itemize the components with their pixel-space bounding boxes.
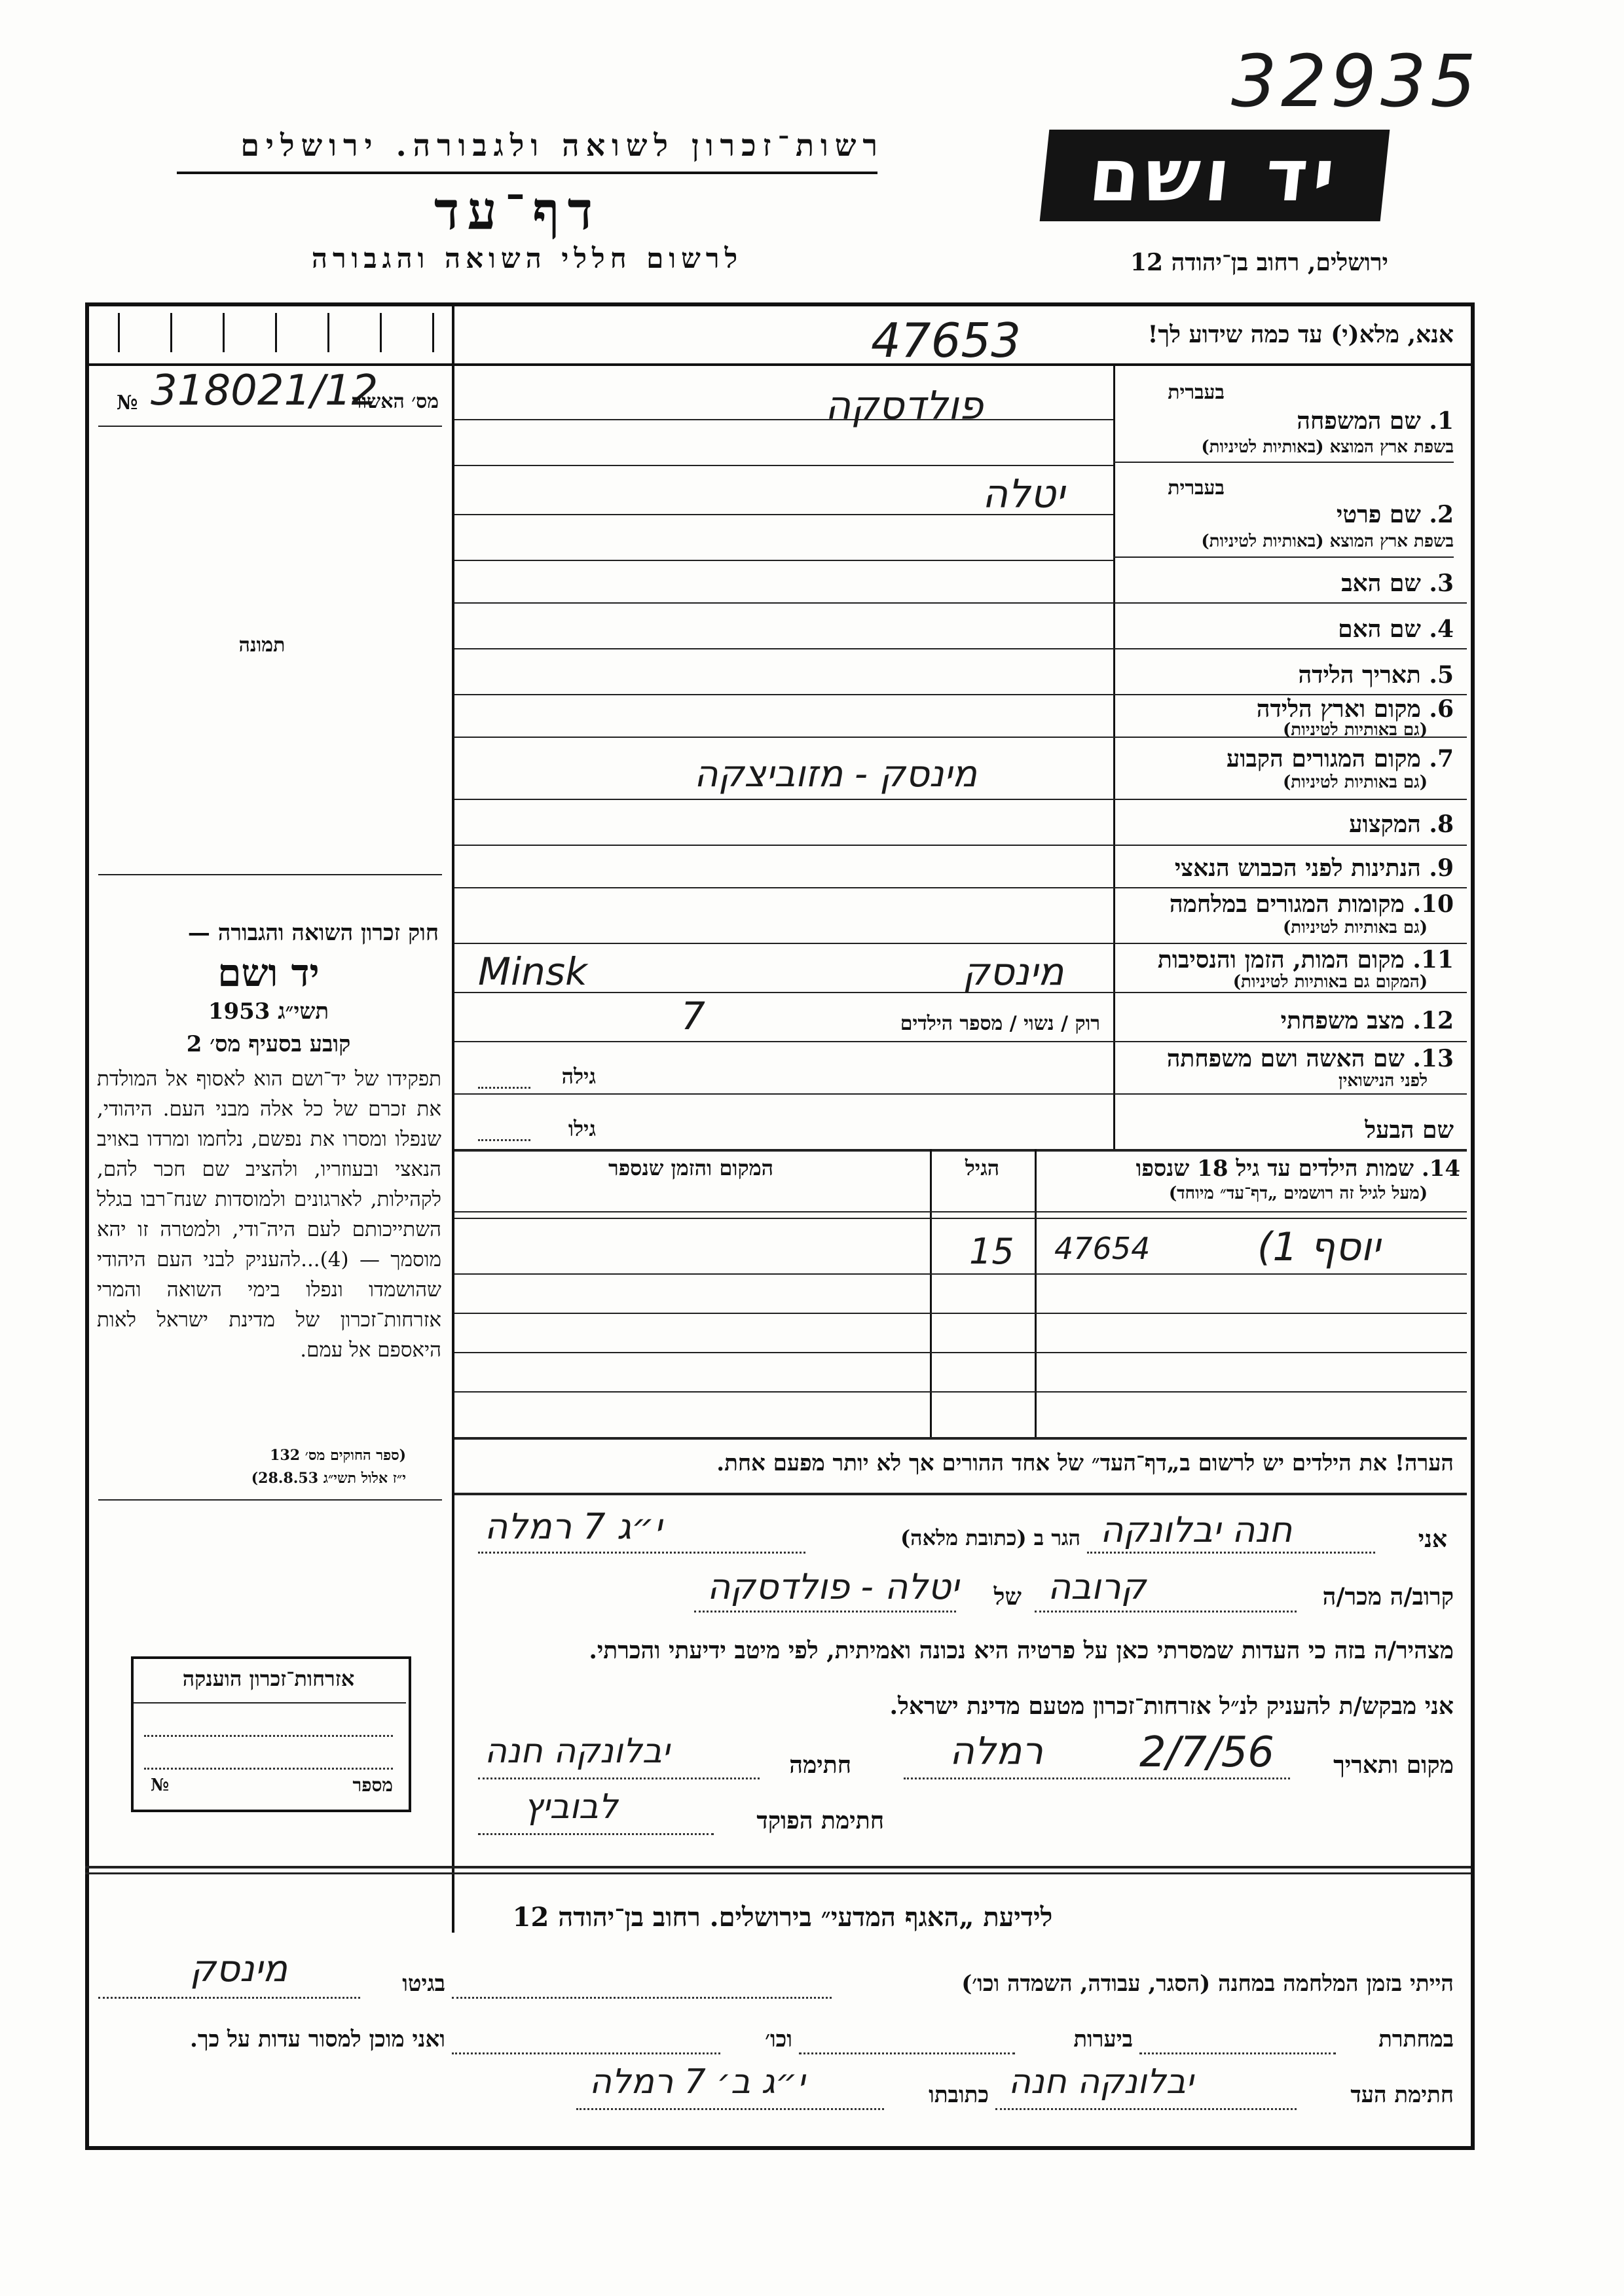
field-nationality: 9. הנתינות לפני הכבוש הנאצי — [1174, 854, 1454, 882]
officer-signature-hw: לבוביץ — [524, 1787, 618, 1827]
law-text: תפקידו של יד־ושם הוא לאסוף אל המולדת את זכרם של כל אלה מבני העם. היהודי, שנפלו ומסרו את נפשם, נלחמו ומרדו באויב הנאצי ובעוזריו, ולהציב שם חכר להם, לקהילות, לארגונים ולמוסדות שנח־רבו בגלל השתייכותם לעם היה־ודי, ולמטרה זו יהא מוסמך — (4)...להעניק לבני העם היהודי שהושמדו ונפלו בימי השואה והמרי אזרחות־זכרון של מדינת ישראל לאות היאספם אל עמם. — [97, 1067, 441, 1362]
authority-underline — [177, 172, 877, 174]
declarant-label: אני — [1418, 1525, 1447, 1553]
declarant-name-hw: חנה יבלונקה — [1100, 1509, 1293, 1550]
children-heading: 14. שמות הילדים עד גיל 18 שנספו — [1135, 1156, 1460, 1182]
hebrew-label-2: בעברית — [1168, 477, 1225, 500]
witness-address-hw: י״ג ב׳ 7 רמלה — [589, 2062, 805, 2102]
field-death-place: 11. מקום המות, הזמן והנסיבות — [1157, 946, 1454, 974]
form-title: דף־עד — [434, 180, 601, 242]
registry-no-sign: № — [117, 392, 138, 414]
ghetto-label: בגיטו — [402, 1971, 445, 1997]
citizenship-number-label: מספר — [352, 1774, 393, 1796]
law-title: חוק זכרון השואה והגבורה — — [187, 920, 439, 946]
hebrew-label-1: בעברית — [1168, 381, 1225, 404]
field-mother-name: 4. שם האם — [1338, 615, 1454, 643]
intro-hw-number: 47653 — [871, 313, 1022, 368]
wife-age-label: גילה — [561, 1064, 596, 1089]
form-purpose: לרשום חללי השואה והגבורה — [311, 242, 743, 274]
logo-text: יד ושם — [1085, 134, 1344, 217]
child-1-number-hw: 47654 — [1054, 1231, 1151, 1266]
field-wife-name: 13. שם האשה ושם משפחתה — [1166, 1045, 1454, 1072]
witness-signature-label: חתימת העד — [1350, 2082, 1454, 2108]
law-source-1: (ספר החוקים מס׳ 132 — [270, 1447, 406, 1464]
latin-also-6: (גם באותיות לטיניות) — [1282, 720, 1428, 740]
child-1-name-hw: (1 יוסף — [1257, 1224, 1380, 1270]
field-residence: 7. מקום המגורים הקבוע — [1226, 745, 1454, 773]
husband-name-label: שם הבעל — [1365, 1116, 1454, 1144]
marital-options: רוק / נשוי / מספר הילדים — [900, 1012, 1100, 1035]
latin-hint-1: בשפת ארץ המוצא (באותיות לטיניות) — [1201, 437, 1454, 457]
address-header: ירושלים, רחוב בן־יהודה 12 — [1130, 249, 1388, 276]
husband-age-label: גילו — [568, 1116, 596, 1141]
place-hw: רמלה — [950, 1728, 1043, 1773]
death-place-hw-latin: Minsk — [478, 949, 587, 994]
footer-title: לידיעת „האגף המדעי״ בירושלים. רחוב בן־יהודה 12 — [512, 1902, 1053, 1933]
declaration-statement: מצהיר/ה בזה כי העדות שמסרתי כאן על פרטיה היא נכונה ואמיתית, לפי מיטב ידיעתי והכרתי. — [589, 1637, 1454, 1664]
relation-label: קרוב/ה מכר/ה — [1322, 1583, 1454, 1611]
family-name-hw: פולדסקה — [825, 383, 984, 429]
residence-hw: מינסק - מזוביצקה — [694, 753, 977, 795]
testimony-willing: ואני מוכן למסור עדות על כך. — [190, 2026, 445, 2052]
law-year: תשי״ג 1953 — [208, 998, 329, 1025]
registry-hw-number: 318021/12 — [151, 367, 378, 415]
etc-label: וכו׳ — [765, 2026, 792, 2052]
first-name-hw: יטלה — [982, 471, 1065, 517]
field-birth-date: 5. תאריך הלידה — [1298, 661, 1454, 689]
note-text: הערה! את הילדים יש לרשום ב„דף־העד״ של אחד ההורים אך לא יותר מפעם אחת. — [716, 1450, 1454, 1476]
latin-also-10: (גם באותיות לטיניות) — [1282, 918, 1428, 938]
declarant-address-hw: י״ג 7 רמלה — [485, 1506, 662, 1547]
children-place-column: המקום והזמן שנספר — [608, 1156, 773, 1180]
authority-title: רשות־זכרון לשואה ולגבורה. ירושלים — [240, 128, 884, 163]
field-family-name: 1. שם המשפחה — [1297, 407, 1454, 435]
field-father-name: 3. שם האב — [1341, 570, 1454, 597]
field-birth-place: 6. מקום וארץ הלידה — [1256, 695, 1454, 723]
citizenship-box-title: אזרחות־זכרון הוענקה — [182, 1666, 355, 1691]
officer-signature-label: חתימת הפוקד — [756, 1807, 884, 1834]
instruction-text: אנא, מלא(י) עד כמה שידוע לך! — [1147, 321, 1454, 348]
signature-hw: יבלונקה חנה — [485, 1732, 670, 1771]
place-date-label: מקום ותאריך — [1333, 1751, 1454, 1779]
underground-label: במחתרת — [1378, 2026, 1454, 2052]
yad-vashem-logo — [1040, 130, 1390, 221]
archive-number: 32935 — [1231, 39, 1480, 123]
law-clause: קובע בסעיף מס׳ 2 — [186, 1031, 351, 1057]
resides-label: הגר ב (כתובת מלאה) — [900, 1525, 1080, 1550]
law-name: יד ושם — [217, 951, 320, 995]
footer-camp-line: הייתי בזמן המלחמה במחנה (הסגר, עבודה, השמדה וכו׳) — [961, 1971, 1454, 1997]
subject-name-hw: יטלה - פולדסקה — [707, 1566, 959, 1607]
child-1-age-hw: 15 — [969, 1231, 1014, 1272]
witness-address-label: כתובתו — [929, 2082, 989, 2108]
date-hw: 2/7/56 — [1139, 1728, 1274, 1777]
photo-label: תמונה — [238, 634, 286, 657]
registry-label: מס׳ האשור — [352, 390, 439, 413]
of-label: של — [993, 1583, 1022, 1611]
latin-also-7: (גם באותיות לטיניות) — [1282, 773, 1428, 792]
field-war-residence: 10. מקומות המגורים במלחמה — [1169, 890, 1454, 918]
field-profession: 8. המקצוע — [1349, 811, 1454, 838]
signature-label: חתימה — [789, 1751, 851, 1779]
death-place-hint: (המקום גם באותיות לטיניות) — [1232, 972, 1428, 992]
children-age-column: הגיל — [965, 1156, 1000, 1180]
death-place-hw-hebrew: מינסק — [963, 949, 1064, 994]
relation-hw: קרובה — [1048, 1566, 1147, 1607]
ghetto-hw: מינסק — [190, 1948, 288, 1990]
witness-signature-hw: יבלונקה חנה — [1008, 2062, 1194, 2102]
wife-name-hint: לפני הנישואין — [1338, 1071, 1428, 1091]
citizenship-request: אני מבקש/ת להעניק לנ״ל אזרחות־זכרון מטעם מדינת ישראל. — [889, 1692, 1454, 1720]
latin-hint-2: בשפת ארץ המוצא (באותיות לטיניות) — [1201, 532, 1454, 551]
field-marital-status: 12. מצב משפחתי — [1280, 1007, 1454, 1034]
law-source-2: י״ז אלול תשי״ג 28.8.53) — [251, 1470, 406, 1487]
children-heading-hint: (מעל לגיל זה רושמים „דף־עד״ מיוחד) — [1168, 1184, 1428, 1203]
forests-label: ביערות — [1073, 2026, 1133, 2052]
field-first-name: 2. שם פרטי — [1336, 501, 1454, 528]
children-count-hw: 7 — [681, 994, 705, 1038]
tick-marks — [98, 313, 439, 359]
citizenship-no-sign: № — [151, 1776, 170, 1795]
